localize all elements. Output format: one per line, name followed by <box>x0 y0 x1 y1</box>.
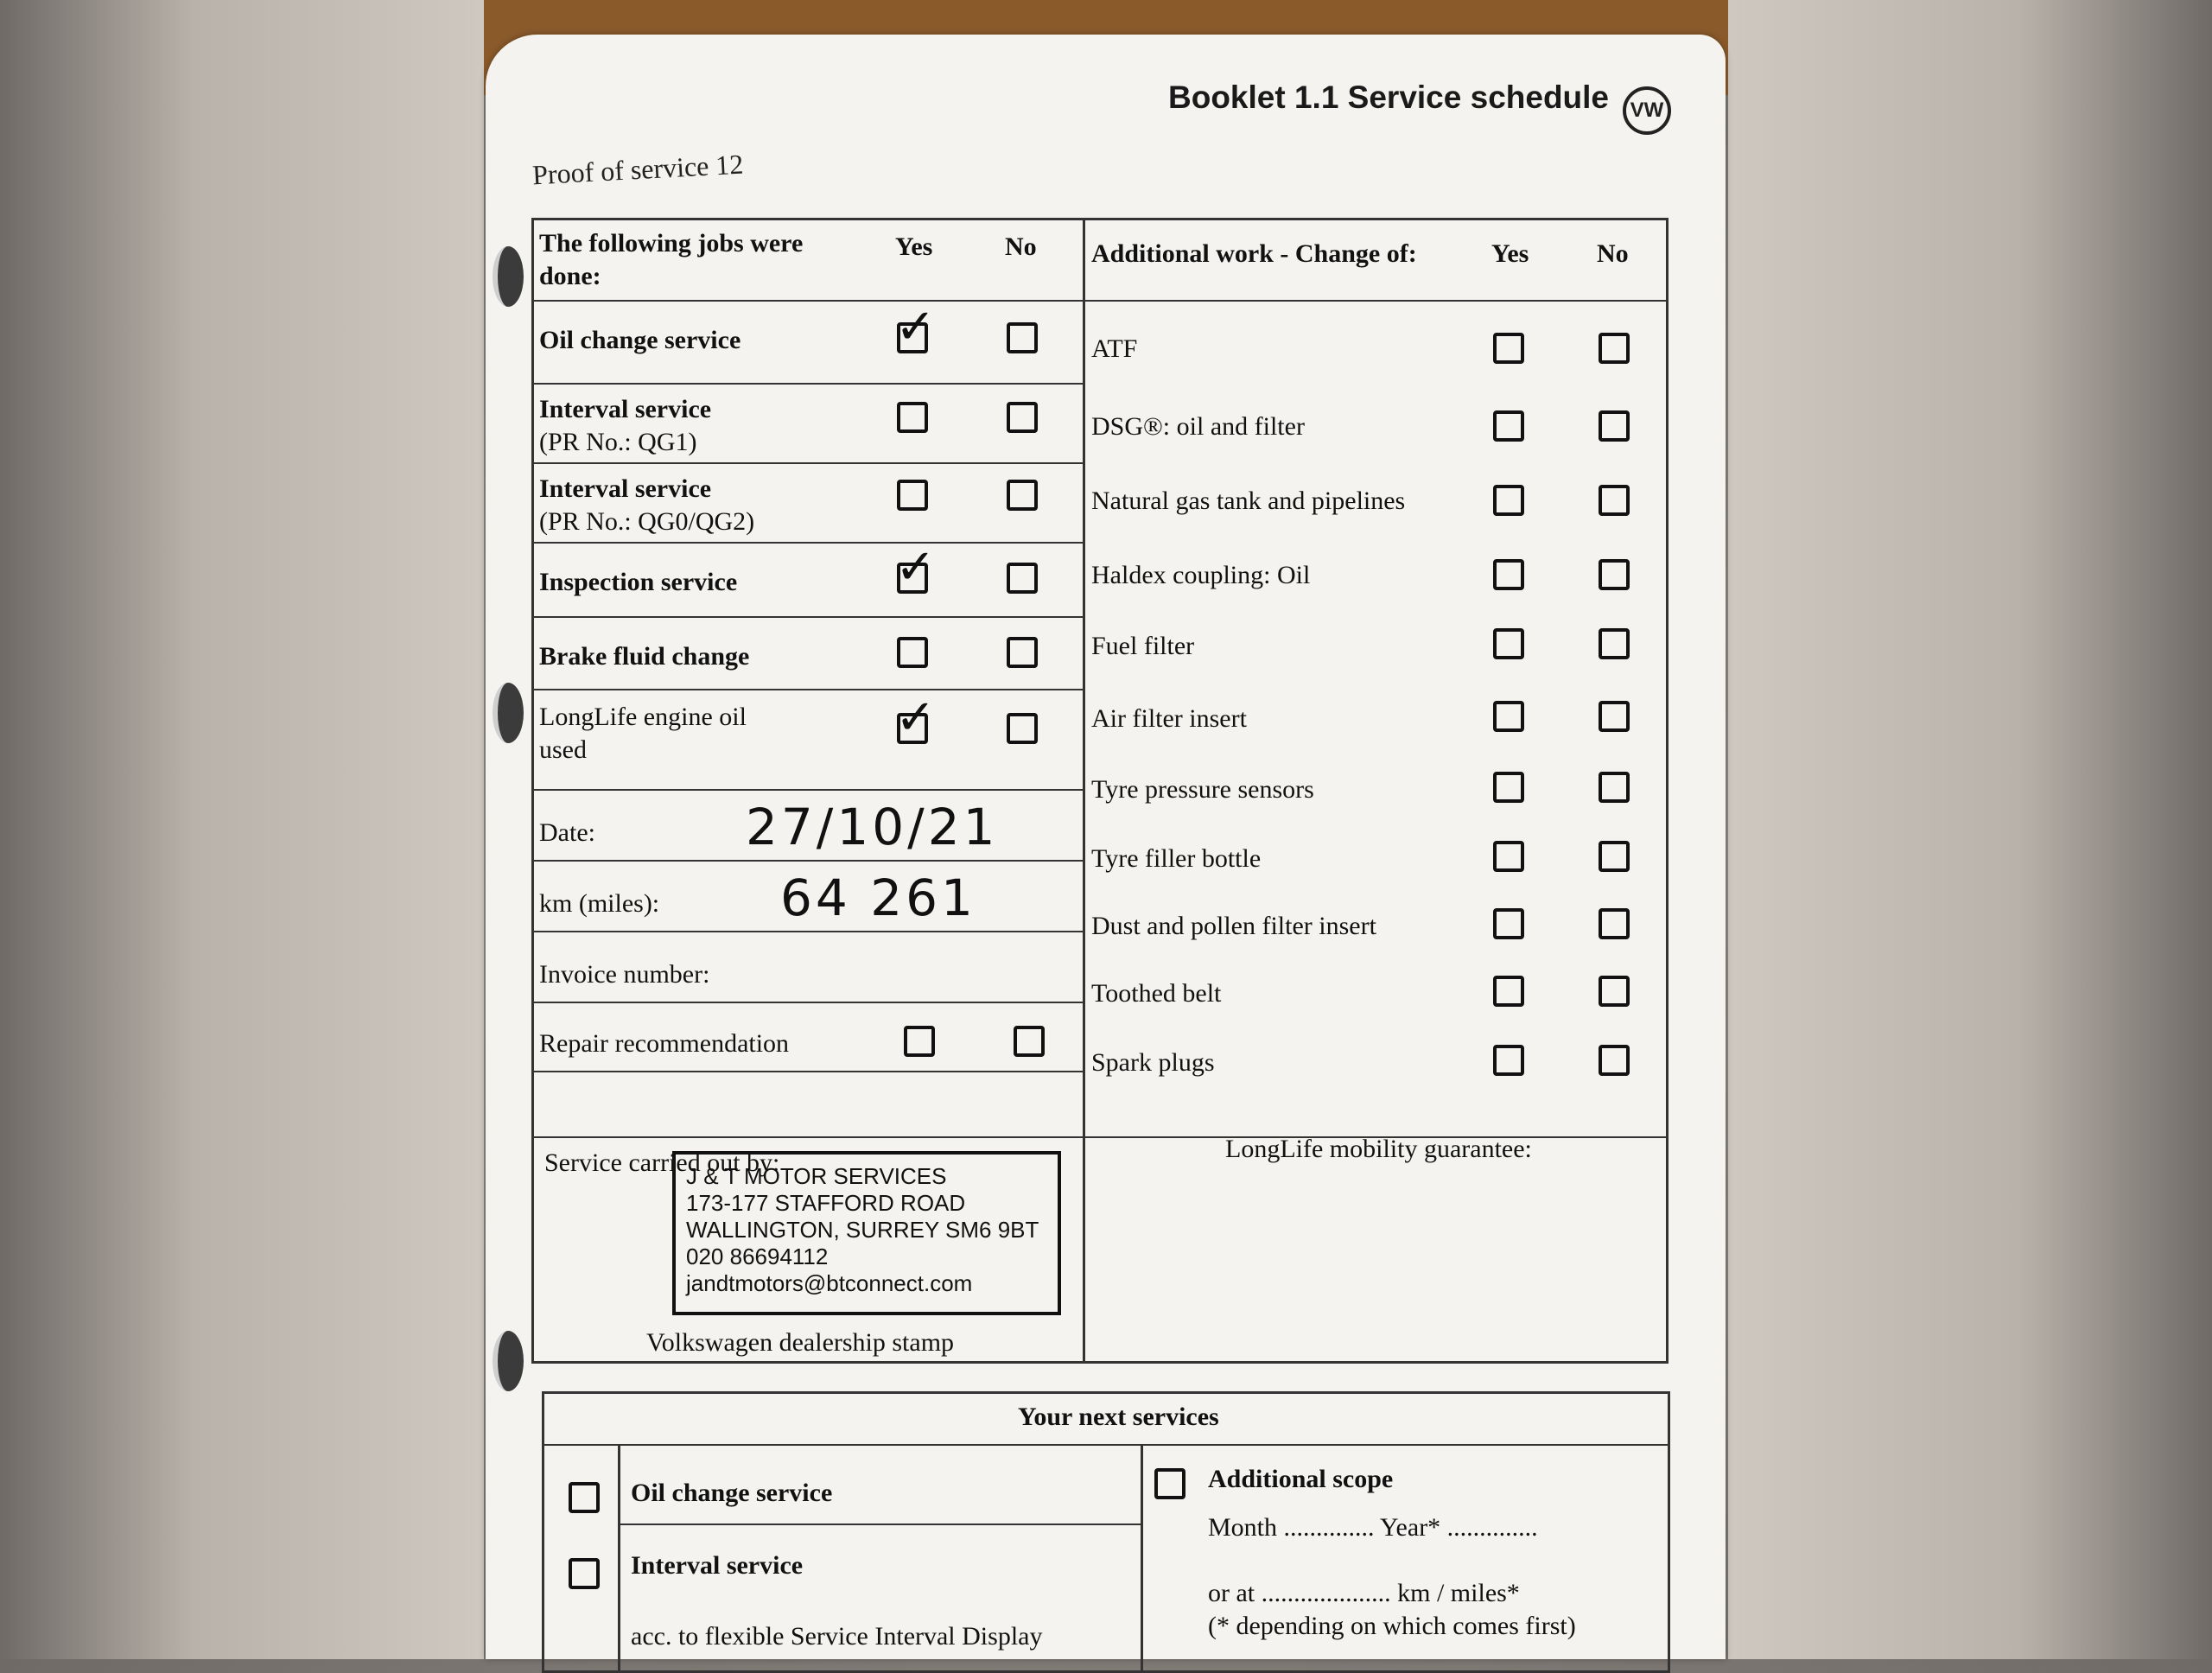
additional-item: Air filter insert <box>1091 704 1247 733</box>
km-miles-line: or at .................... km / miles* <box>1208 1579 1520 1607</box>
row-line <box>534 789 1083 791</box>
proof-of-service-title: Proof of service 12 <box>531 148 745 191</box>
stamp-line: 020 86694112 <box>686 1244 829 1269</box>
yes-checkbox[interactable] <box>897 480 928 511</box>
service-carried-label: Service carried out by: <box>544 1148 780 1177</box>
row-label: Interval service <box>539 474 712 503</box>
yes-checkbox[interactable] <box>1493 772 1524 803</box>
checkmark-icon: ✓ <box>895 299 936 355</box>
page-title: Booklet 1.1 Service schedule <box>1168 80 1610 115</box>
stamp-caption: Volkswagen dealership stamp <box>646 1328 955 1357</box>
additional-item: Tyre filler bottle <box>1091 844 1262 873</box>
yes-checkbox[interactable] <box>1493 1045 1524 1076</box>
no-checkbox[interactable] <box>1599 772 1630 803</box>
no-checkbox[interactable] <box>1007 480 1038 511</box>
no-header: No <box>1005 232 1037 261</box>
yes-checkbox[interactable] <box>1493 701 1524 732</box>
column-divider <box>618 1444 620 1670</box>
yes-checkbox[interactable] <box>1493 559 1524 590</box>
row-line <box>534 860 1083 862</box>
row-sublabel: (PR No.: QG1) <box>539 428 697 456</box>
row-label: Oil change service <box>539 326 741 354</box>
stamp-line: jandtmotors@btconnect.com <box>686 1270 973 1296</box>
additional-item: Toothed belt <box>1091 979 1222 1008</box>
checkmark-icon: ✓ <box>895 539 936 595</box>
next-interval: Interval service <box>631 1551 804 1580</box>
row-line <box>534 1071 1083 1072</box>
additional-item: Natural gas tank and pipelines <box>1091 487 1406 515</box>
no-checkbox[interactable] <box>1599 333 1630 364</box>
no-checkbox[interactable] <box>1599 908 1630 939</box>
yes-checkbox[interactable] <box>1493 908 1524 939</box>
km-label: km (miles): <box>539 889 660 918</box>
next-flexible: acc. to flexible Service Interval Display <box>631 1622 1043 1651</box>
interval-checkbox[interactable] <box>569 1558 600 1589</box>
oil-change-checkbox[interactable] <box>569 1482 600 1513</box>
yes-checkbox[interactable] <box>1493 410 1524 442</box>
row-line <box>534 462 1083 464</box>
yes-header-right: Yes <box>1491 239 1529 268</box>
additional-item: Dust and pollen filter insert <box>1091 912 1376 940</box>
no-checkbox[interactable] <box>1599 841 1630 872</box>
yes-checkbox[interactable] <box>1493 333 1524 364</box>
additional-scope-checkbox[interactable] <box>1154 1468 1185 1499</box>
row-label: Brake fluid change <box>539 642 750 671</box>
no-checkbox[interactable] <box>1014 1026 1045 1057</box>
yes-checkbox[interactable] <box>897 637 928 668</box>
row-line <box>618 1524 1141 1525</box>
yes-header: Yes <box>895 232 933 261</box>
invoice-label: Invoice number: <box>539 960 710 989</box>
stamp-line: WALLINGTON, SURREY SM6 9BT <box>686 1217 1039 1243</box>
row-sublabel: (PR No.: QG0/QG2) <box>539 507 755 536</box>
checkmark-icon: ✓ <box>895 690 936 746</box>
date-label: Date: <box>539 818 595 847</box>
row-line <box>534 689 1083 690</box>
additional-item: Haldex coupling: Oil <box>1091 561 1311 589</box>
stamp-line: 173-177 STAFFORD ROAD <box>686 1190 966 1216</box>
no-checkbox[interactable] <box>1599 701 1630 732</box>
next-oil-change: Oil change service <box>631 1479 833 1507</box>
additional-item: Fuel filter <box>1091 632 1195 660</box>
background-right <box>1728 0 2212 1659</box>
binder-hole <box>493 683 524 743</box>
background-left <box>0 0 484 1659</box>
which-first-note: (* depending on which comes first) <box>1208 1612 1576 1640</box>
no-header-right: No <box>1597 239 1629 268</box>
row-label: Inspection service <box>539 568 738 596</box>
column-divider <box>1141 1444 1143 1670</box>
no-checkbox[interactable] <box>1007 402 1038 433</box>
row-line <box>534 383 1083 385</box>
row-line <box>534 300 1083 302</box>
repair-label: Repair recommendation <box>539 1029 790 1058</box>
row-line <box>534 616 1083 618</box>
no-checkbox[interactable] <box>1599 976 1630 1007</box>
no-checkbox[interactable] <box>1599 559 1630 590</box>
yes-checkbox[interactable] <box>1493 485 1524 516</box>
date-value: 27/10/21 <box>746 798 999 856</box>
next-services-title: Your next services <box>1018 1403 1219 1431</box>
no-checkbox[interactable] <box>1599 410 1630 442</box>
jobs-header: The following jobs were done: <box>539 229 804 290</box>
additional-scope: Additional scope <box>1208 1465 1394 1493</box>
no-checkbox[interactable] <box>1599 628 1630 659</box>
service-table <box>531 218 1669 1364</box>
no-checkbox[interactable] <box>1007 563 1038 594</box>
yes-checkbox[interactable] <box>904 1026 935 1057</box>
vw-logo-icon: VW <box>1623 86 1671 135</box>
no-checkbox[interactable] <box>1007 713 1038 744</box>
additional-item: Spark plugs <box>1091 1048 1215 1077</box>
additional-work-header: Additional work - Change of: <box>1091 239 1417 268</box>
row-line <box>544 1444 1668 1446</box>
longlife-guarantee-label: LongLife mobility guarantee: <box>1225 1135 1532 1163</box>
additional-item: Tyre pressure sensors <box>1091 775 1314 804</box>
additional-item: DSG®: oil and filter <box>1091 412 1305 441</box>
row-line <box>534 1002 1083 1003</box>
yes-checkbox[interactable] <box>1493 841 1524 872</box>
additional-item: ATF <box>1091 334 1138 363</box>
no-checkbox[interactable] <box>1599 1045 1630 1076</box>
month-year-line: Month .............. Year* .............. <box>1208 1513 1538 1542</box>
row-line <box>1083 300 1666 302</box>
next-services-box <box>542 1391 1670 1673</box>
yes-checkbox[interactable] <box>1493 976 1524 1007</box>
dealership-stamp <box>672 1151 1061 1315</box>
stamp-line: J & T MOTOR SERVICES <box>686 1163 947 1189</box>
row-line <box>534 931 1083 932</box>
booklet-page <box>486 35 1726 1659</box>
row-line <box>534 542 1083 544</box>
binder-hole <box>493 1331 524 1391</box>
km-value: 64 261 <box>780 868 976 927</box>
row-sublabel: used <box>539 735 587 764</box>
no-checkbox[interactable] <box>1599 485 1630 516</box>
yes-checkbox[interactable] <box>1493 628 1524 659</box>
binder-hole <box>493 246 524 307</box>
row-label: LongLife engine oil <box>539 703 747 731</box>
no-checkbox[interactable] <box>1007 637 1038 668</box>
no-checkbox[interactable] <box>1007 322 1038 353</box>
row-label: Interval service <box>539 395 712 423</box>
column-divider <box>1083 220 1085 1361</box>
yes-checkbox[interactable] <box>897 402 928 433</box>
